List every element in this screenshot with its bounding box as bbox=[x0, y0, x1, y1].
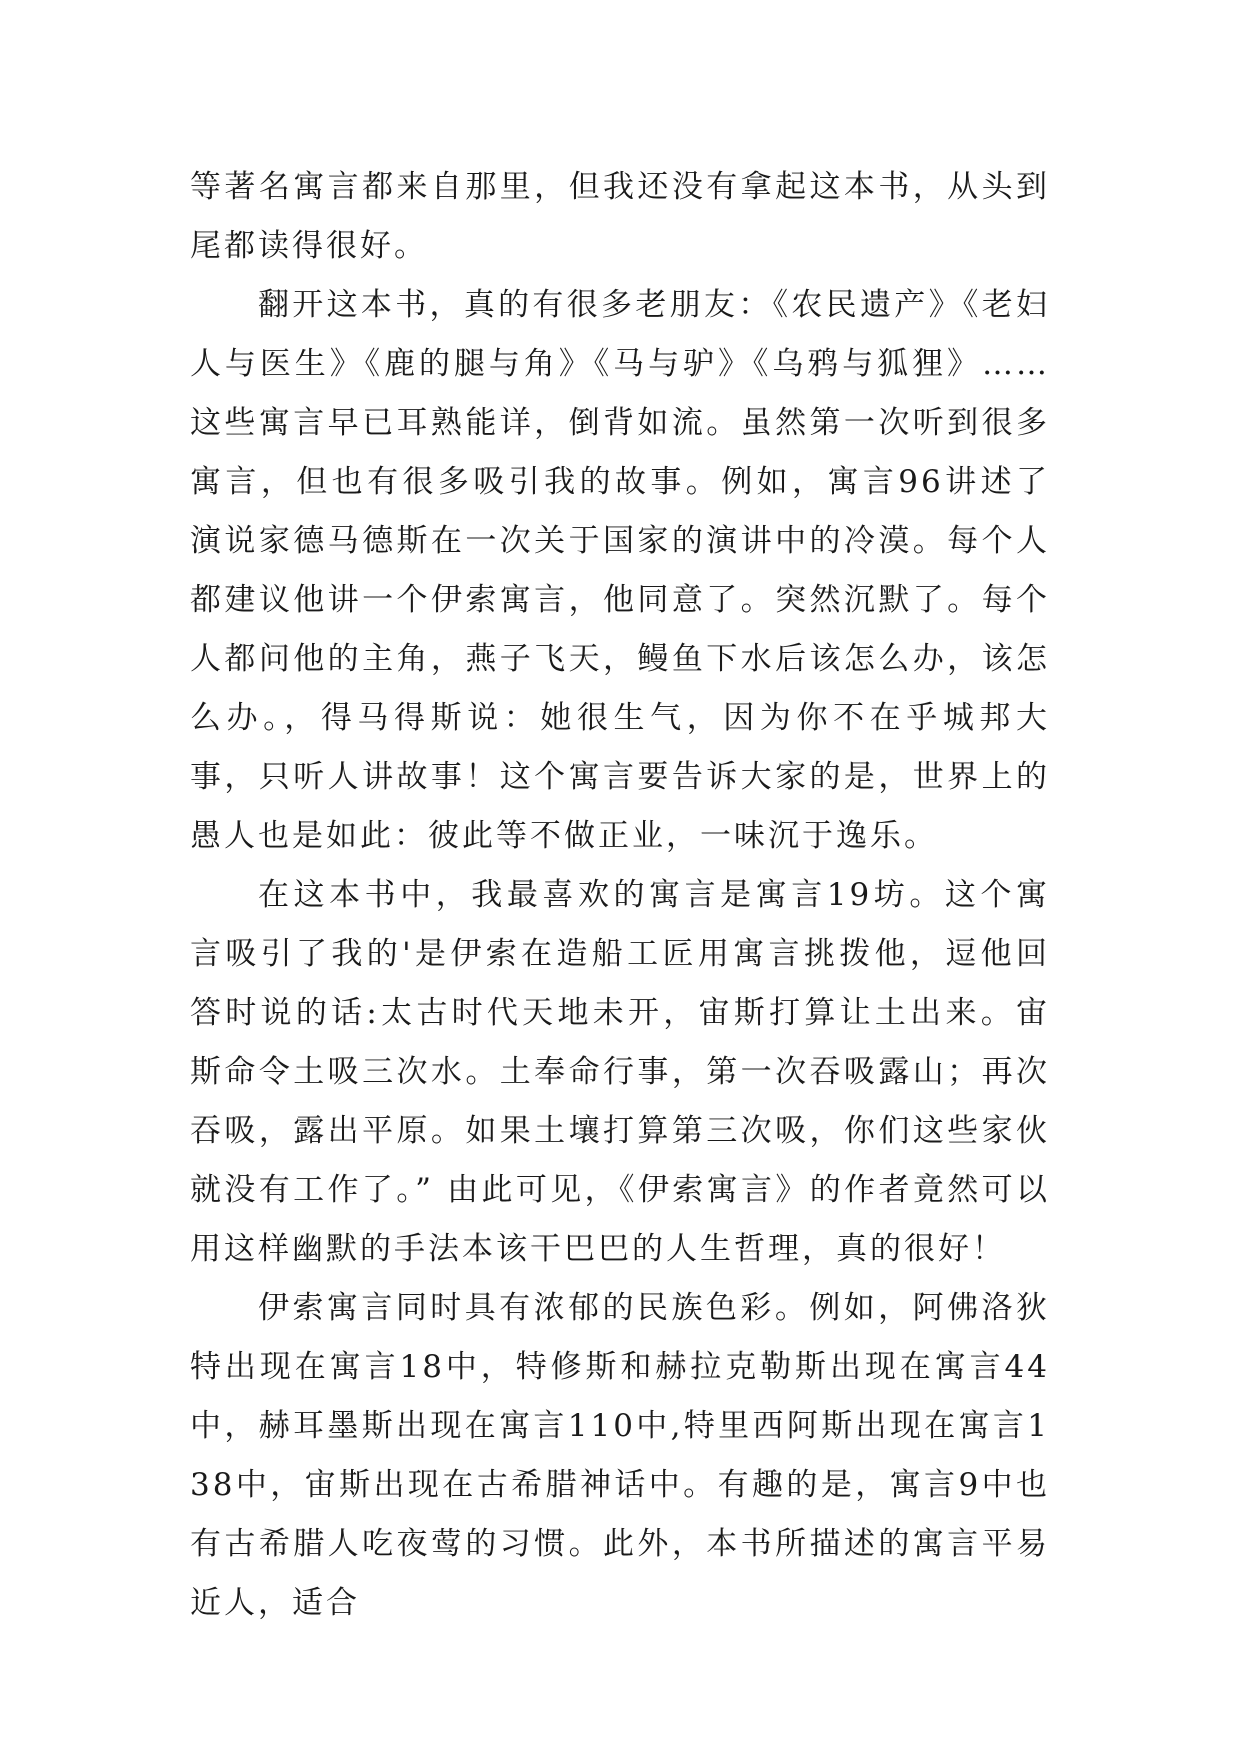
paragraph-4: 伊索寓言同时具有浓郁的民族色彩。例如，阿佛洛狄特出现在寓言18中，特修斯和赫拉克勒斯出现在寓言44中，赫耳墨斯出现在寓言110中,特里西阿斯出现在寓言138中，宙斯出现在古希腊神话中。有趣的是，寓言9中也有古希腊人吃夜莺的习惯。此外，本书所描述的寓言平易近人，适合 bbox=[190, 1290, 1050, 1621]
paragraph-2: 翻开这本书，真的有很多老朋友：《农民遗产》《老妇人与医生》《鹿的腿与角》《马与驴》《乌鸦与狐狸》……这些寓言早已耳熟能详，倒背如流。虽然第一次听到很多寓言，但也有很多吸引我的故事。例如，寓言96讲述了演说家德马德斯在一次关于国家的演讲中的冷漠。每个人都建议他讲一个伊索寓言，他同意了。突然沉默了。每个人都问他的主角，燕子飞天，鳗鱼下水后该怎么办，该怎么办。，得马得斯说：她很生气，因为你不在乎城邦大事，只听人讲故事！这个寓言要告诉大家的是，世界上的愚人也是如此：彼此等不做正业，一味沉于逸乐。 bbox=[190, 287, 1050, 854]
paragraph-3: 在这本书中，我最喜欢的寓言是寓言19坊。这个寓言吸引了我的'是伊索在造船工匠用寓言挑拨他，逗他回答时说的话:太古时代天地未开，宙斯打算让土出来。宙斯命令土吸三次水。土奉命行事，第一次吞吸露山；再次吞吸，露出平原。如果土壤打算第三次吸，你们这些家伙就没有工作了。” 由此可见，《伊索寓言》的作者竟然可以用这样幽默的手法本该干巴巴的人生哲理，真的很好！ bbox=[190, 877, 1050, 1267]
paragraph-1: 等著名寓言都来自那里，但我还没有拿起这本书，从头到尾都读得很好。 bbox=[190, 169, 1050, 264]
document-body bbox=[190, 158, 1050, 1633]
